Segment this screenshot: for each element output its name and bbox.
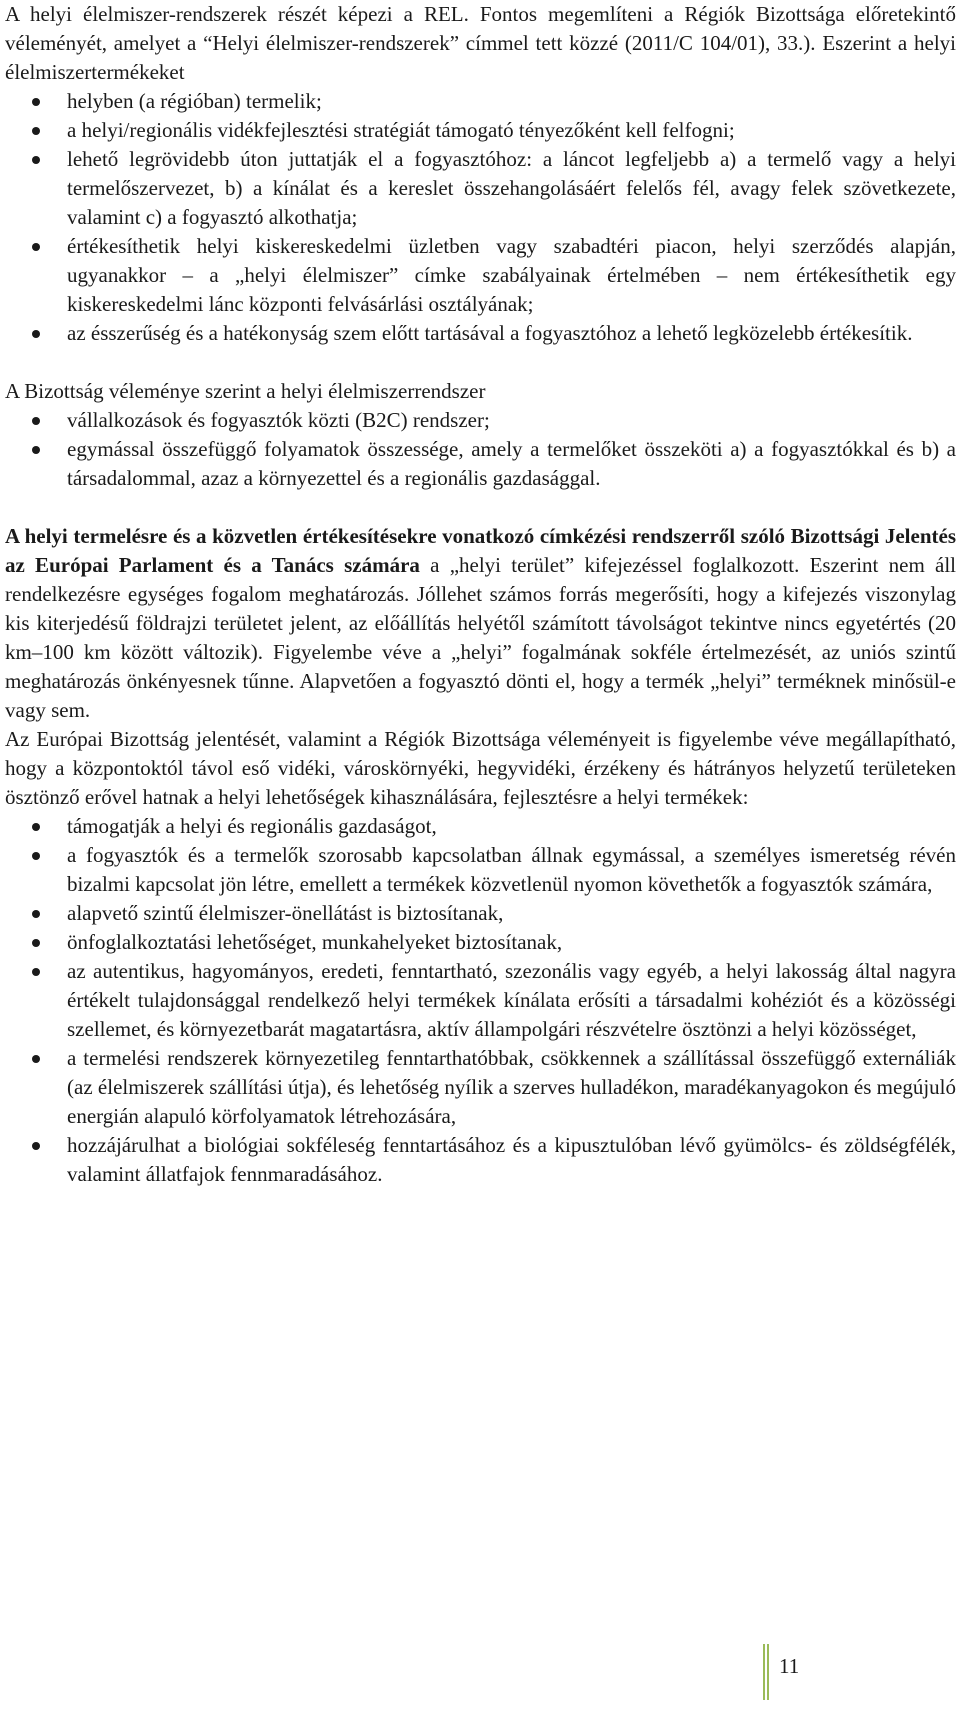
committee-paragraph: A Bizottság véleménye szerint a helyi élelmiszerrendszer <box>5 379 486 403</box>
report-body: a „helyi terület” kifejezéssel foglalkozott. Eszerint nem áll rendelkezésre egységes fogalom meghatározás. Jóllehet számos forrás megerősíti, hogy a kifejezés viszonylag kis kiterjedésű földrajzi területet jelent, az előállítás helyétől számított távolságot tekintve nincs egyetértés (20 km–100 km között változik). Figyelembe véve a „helyi” fogalmának sokféle értelmezését, az uniós szintű meghatározás önkényesnek tűnne. Alapvetően a fogyasztó dönti el, hogy a termék „helyi” terméknek minősül-e vagy sem. <box>5 553 956 722</box>
list-item: alapvető szintű élelmiszer-önellátást is biztosítanak, <box>5 899 956 928</box>
list-item: a fogyasztók és a termelők szorosabb kapcsolatban állnak egymással, a személyes ismeretség révén bizalmi kapcsolat jön létre, emellett a termékek közvetlenül nyomon követhetők a fogyasztók számára, <box>5 841 956 899</box>
page-number: 11 <box>779 1654 800 1678</box>
list-item: értékesíthetik helyi kiskereskedelmi üzletben vagy szabadtéri piacon, helyi szerződés alapján, ugyanakkor – a „helyi élelmiszer” címke szabályainak értelmében – nem értékesíthetik egy kiskereskedelmi lánc központi felvásárlási osztályának; <box>5 232 956 319</box>
list-item: az ésszerűség és a hatékonyság szem előtt tartásával a fogyasztóhoz a lehető legközelebb értékesítik. <box>5 319 956 348</box>
benefits-paragraph: Az Európai Bizottság jelentését, valamint a Régiók Bizottsága véleményeit is figyelembe véve megállapítható, hogy a központoktól távol eső vidéki, városkörnyéki, hegyvidéki, érzékeny és hátrányos helyzetű területeken ösztönző erővel hatnak a helyi lehetőségek kihasználására, fejlesztésre a helyi termékek: <box>5 727 956 809</box>
list-item: önfoglalkoztatási lehetőséget, munkahelyeket biztosítanak, <box>5 928 956 957</box>
benefits-bullet-list <box>5 812 956 1189</box>
document-page <box>5 0 956 1189</box>
list-item: lehető legrövidebb úton juttatják el a fogyasztóhoz: a láncot legfeljebb a) a termelő vagy a helyi termelőszervezet, b) a kínálat és a kereslet összehangolásáért felelős fél, avagy felek szövetkezete, valamint c) a fogyasztó alkothatja; <box>5 145 956 232</box>
report-title: A helyi termelésre és a közvetlen értékesítésekre vonatkozó címkézési rendszerről szóló Bizottsági Jelentés az Európai Parlament és a Tanács számára <box>5 524 956 577</box>
intro-bullet-list <box>5 87 956 348</box>
paragraph-spacer <box>5 348 956 377</box>
list-item: vállalkozások és fogyasztók közti (B2C) rendszer; <box>5 406 956 435</box>
intro-paragraph: A helyi élelmiszer-rendszerek részét képezi a REL. Fontos megemlíteni a Régiók Bizottsága előretekintő véleményét, amelyet a “Helyi élelmiszer-rendszerek” címmel tett közzé (2011/C 104/01), 33.). Eszerint a helyi élelmiszertermékeket <box>5 2 956 84</box>
committee-bullet-list <box>5 406 956 493</box>
list-item: a termelési rendszerek környezetileg fenntarthatóbbak, csökkennek a szállítással összefüggő externáliák (az élelmiszerek szállítási útja), és lehetőség nyílik a szerves hulladékon, maradékanyagokon és megújuló energián alapuló körfolyamatok létrehozására, <box>5 1044 956 1131</box>
list-item: helyben (a régióban) termelik; <box>5 87 956 116</box>
list-item: támogatják a helyi és regionális gazdaságot, <box>5 812 956 841</box>
page-number-box <box>763 1644 819 1700</box>
paragraph-spacer <box>5 493 956 522</box>
report-paragraph <box>5 522 956 725</box>
page-number-bar <box>763 1644 765 1700</box>
list-item: egymással összefüggő folyamatok összessége, amely a termelőket összeköti a) a fogyasztókkal és b) a társadalommal, azaz a környezettel és a regionális gazdasággal. <box>5 435 956 493</box>
list-item: az autentikus, hagyományos, eredeti, fenntartható, szezonális vagy egyéb, a helyi lakosság által nagyra értékelt tulajdonsággal rendelkező helyi termékek kínálata erősíti a társadalmi kohéziót és a közösségi szellemet, és környezetbarát magatartásra, aktív állampolgári részvételre ösztönzi a helyi közösséget, <box>5 957 956 1044</box>
list-item: a helyi/regionális vidékfejlesztési stratégiát támogató tényezőként kell felfogni; <box>5 116 956 145</box>
list-item: hozzájárulhat a biológiai sokféleség fenntartásához és a kipusztulóban lévő gyümölcs- és zöldségfélék, valamint állatfajok fennmaradásához. <box>5 1131 956 1189</box>
page-number-bar <box>767 1644 769 1700</box>
